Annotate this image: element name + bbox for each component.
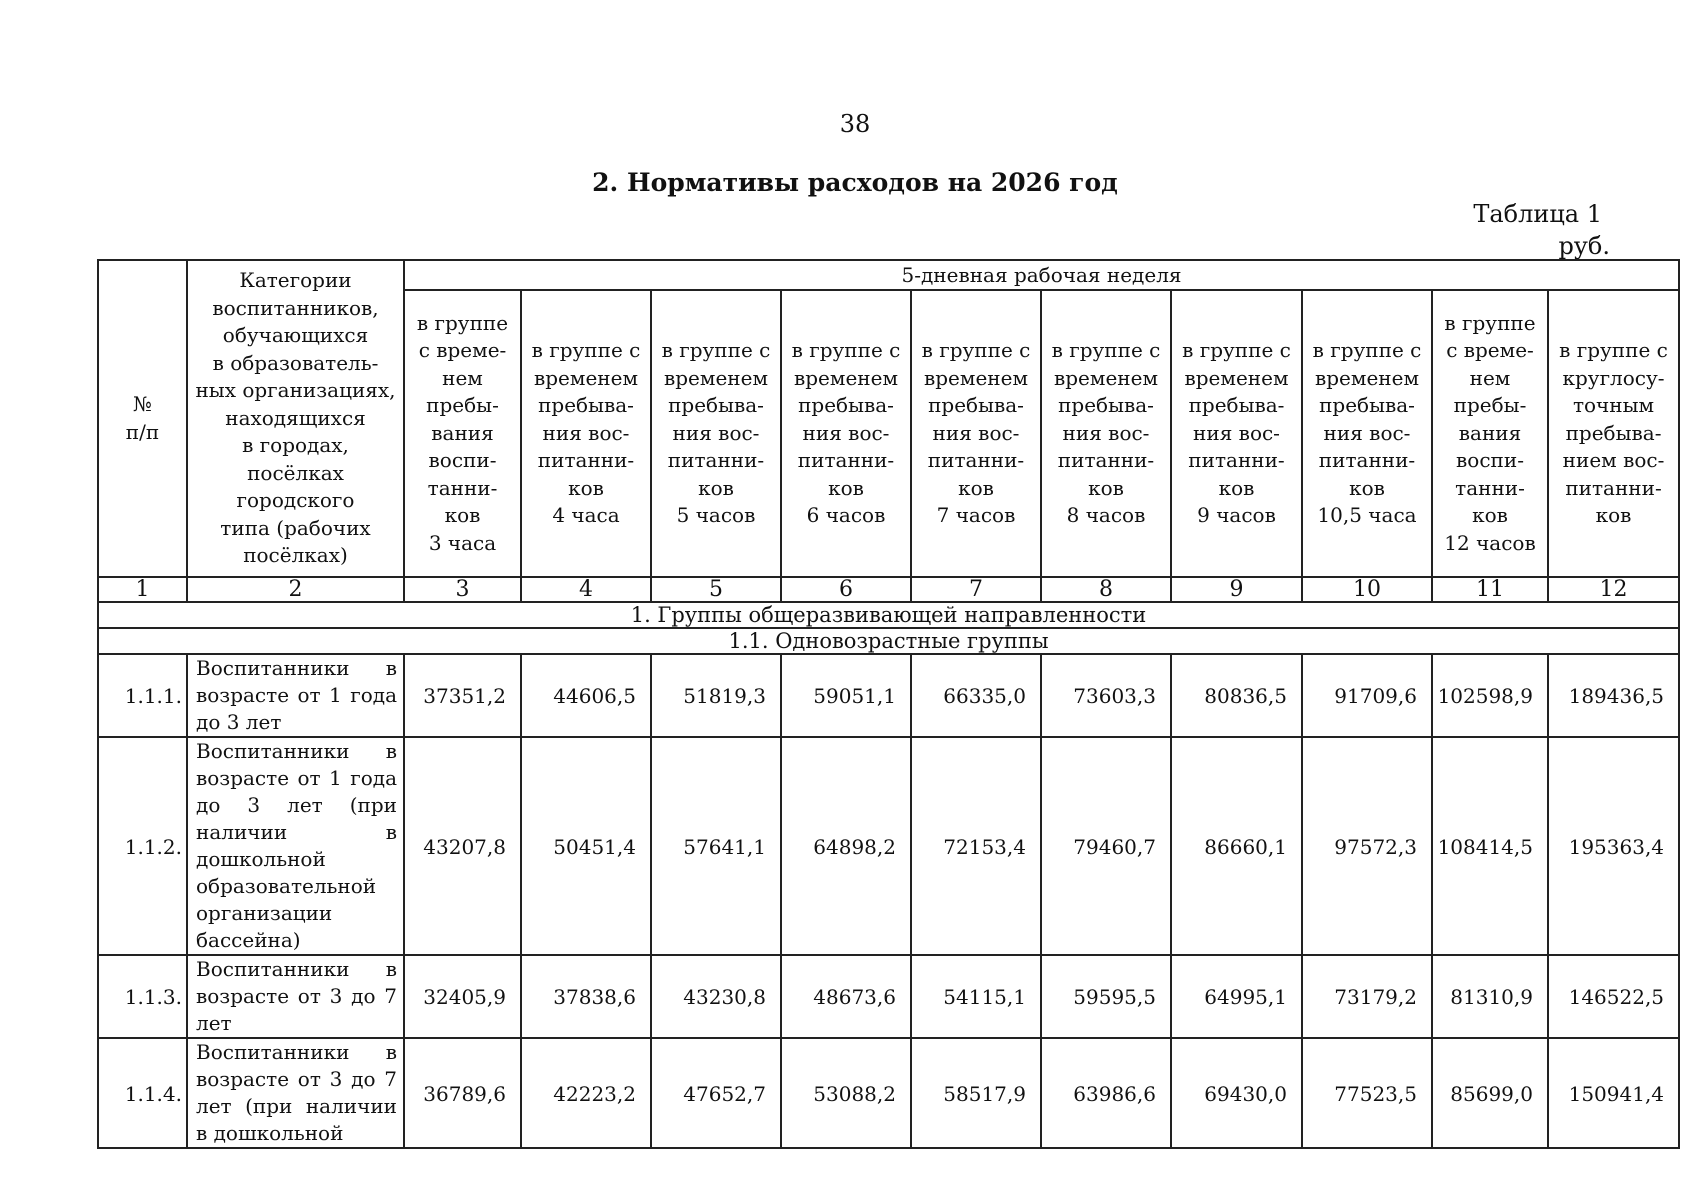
row-value: 63986,6 [1041, 1038, 1171, 1148]
row-category: Воспитанники в возрасте от 3 до 7 лет (при наличии в дошкольной [187, 1038, 404, 1148]
row-value: 57641,1 [651, 737, 781, 955]
column-number: 10 [1302, 577, 1432, 602]
column-number-row [98, 577, 1679, 602]
column-number: 7 [911, 577, 1041, 602]
row-value: 73603,3 [1041, 654, 1171, 737]
row-value: 85699,0 [1432, 1038, 1548, 1148]
row-code: 1.1.2. [98, 737, 187, 955]
row-category: Воспитанники в возрасте от 1 года до 3 лет [187, 654, 404, 737]
row-value: 50451,4 [521, 737, 651, 955]
header-week-group: 5-дневная рабочая неделя [404, 260, 1679, 290]
page-number: 38 [839, 110, 871, 138]
row-value: 102598,9 [1432, 654, 1548, 737]
row-value: 66335,0 [911, 654, 1041, 737]
row-value: 36789,6 [404, 1038, 521, 1148]
table-unit: руб. [1558, 232, 1610, 260]
row-value: 59051,1 [781, 654, 911, 737]
header-group-9h: в группе с временем пребыва- ния вос- питанни- ков 9 часов [1171, 290, 1302, 577]
header-group-10-5h: в группе с временем пребыва- ния вос- питанни- ков 10,5 часа [1302, 290, 1432, 577]
column-number: 6 [781, 577, 911, 602]
column-number: 5 [651, 577, 781, 602]
row-value: 86660,1 [1171, 737, 1302, 955]
row-value: 54115,1 [911, 955, 1041, 1038]
header-group-12h: в группе с време- нем пребы- вания воспи- танни- ков 12 часов [1432, 290, 1548, 577]
header-number: № п/п [98, 260, 187, 577]
row-value: 91709,6 [1302, 654, 1432, 737]
row-value: 43230,8 [651, 955, 781, 1038]
document-title: 2. Нормативы расходов на 2026 год [592, 168, 1118, 197]
row-code: 1.1.4. [98, 1038, 187, 1148]
column-number: 12 [1548, 577, 1679, 602]
header-group-6h: в группе с временем пребыва- ния вос- питанни- ков 6 часов [781, 290, 911, 577]
row-value: 59595,5 [1041, 955, 1171, 1038]
header-group-5h: в группе с временем пребыва- ния вос- питанни- ков 5 часов [651, 290, 781, 577]
column-number: 2 [187, 577, 404, 602]
row-value: 146522,5 [1548, 955, 1679, 1038]
row-value: 150941,4 [1548, 1038, 1679, 1148]
column-number: 8 [1041, 577, 1171, 602]
header-group-7h: в группе с временем пребыва- ния вос- питанни- ков 7 часов [911, 290, 1041, 577]
table-row [98, 1038, 1679, 1148]
section-title: 1. Группы общеразвивающей направленности [98, 602, 1679, 628]
header-row-top [98, 260, 1679, 290]
row-value: 51819,3 [651, 654, 781, 737]
section-row [98, 602, 1679, 628]
norms-table [97, 259, 1680, 1149]
row-value: 48673,6 [781, 955, 911, 1038]
row-category: Воспитанники в возрасте от 1 года до 3 лет (при наличии в дошкольной образовательной организации бассейна) [187, 737, 404, 955]
row-value: 53088,2 [781, 1038, 911, 1148]
row-value: 189436,5 [1548, 654, 1679, 737]
header-group-8h: в группе с временем пребыва- ния вос- питанни- ков 8 часов [1041, 290, 1171, 577]
row-value: 97572,3 [1302, 737, 1432, 955]
row-value: 81310,9 [1432, 955, 1548, 1038]
row-value: 44606,5 [521, 654, 651, 737]
header-group-4h: в группе с временем пребыва- ния вос- питанни- ков 4 часа [521, 290, 651, 577]
header-group-24h: в группе с круглосу- точным пребыва- нием вос- питанни- ков [1548, 290, 1679, 577]
row-value: 37351,2 [404, 654, 521, 737]
table-row [98, 654, 1679, 737]
row-value: 32405,9 [404, 955, 521, 1038]
row-code: 1.1.3. [98, 955, 187, 1038]
row-value: 64995,1 [1171, 955, 1302, 1038]
row-value: 37838,6 [521, 955, 651, 1038]
row-value: 58517,9 [911, 1038, 1041, 1148]
table-row [98, 955, 1679, 1038]
row-category: Воспитанники в возрасте от 3 до 7 лет [187, 955, 404, 1038]
row-value: 69430,0 [1171, 1038, 1302, 1148]
subsection-row [98, 628, 1679, 654]
row-value: 73179,2 [1302, 955, 1432, 1038]
row-value: 43207,8 [404, 737, 521, 955]
table-row [98, 737, 1679, 955]
column-number: 1 [98, 577, 187, 602]
header-category: Категории воспитанников, обучающихся в образователь- ных организациях, находящихся в городах, посёлках городского типа (рабочих посёлках) [187, 260, 404, 577]
row-code: 1.1.1. [98, 654, 187, 737]
column-number: 4 [521, 577, 651, 602]
column-number: 3 [404, 577, 521, 602]
column-number: 11 [1432, 577, 1548, 602]
table-caption: Таблица 1 [1473, 200, 1602, 228]
header-group-3h: в группе с време- нем пребы- вания воспи- танни- ков 3 часа [404, 290, 521, 577]
row-value: 108414,5 [1432, 737, 1548, 955]
row-value: 195363,4 [1548, 737, 1679, 955]
row-value: 79460,7 [1041, 737, 1171, 955]
row-value: 64898,2 [781, 737, 911, 955]
row-value: 77523,5 [1302, 1038, 1432, 1148]
row-value: 42223,2 [521, 1038, 651, 1148]
subsection-title: 1.1. Одновозрастные группы [98, 628, 1679, 654]
row-value: 72153,4 [911, 737, 1041, 955]
column-number: 9 [1171, 577, 1302, 602]
row-value: 80836,5 [1171, 654, 1302, 737]
row-value: 47652,7 [651, 1038, 781, 1148]
